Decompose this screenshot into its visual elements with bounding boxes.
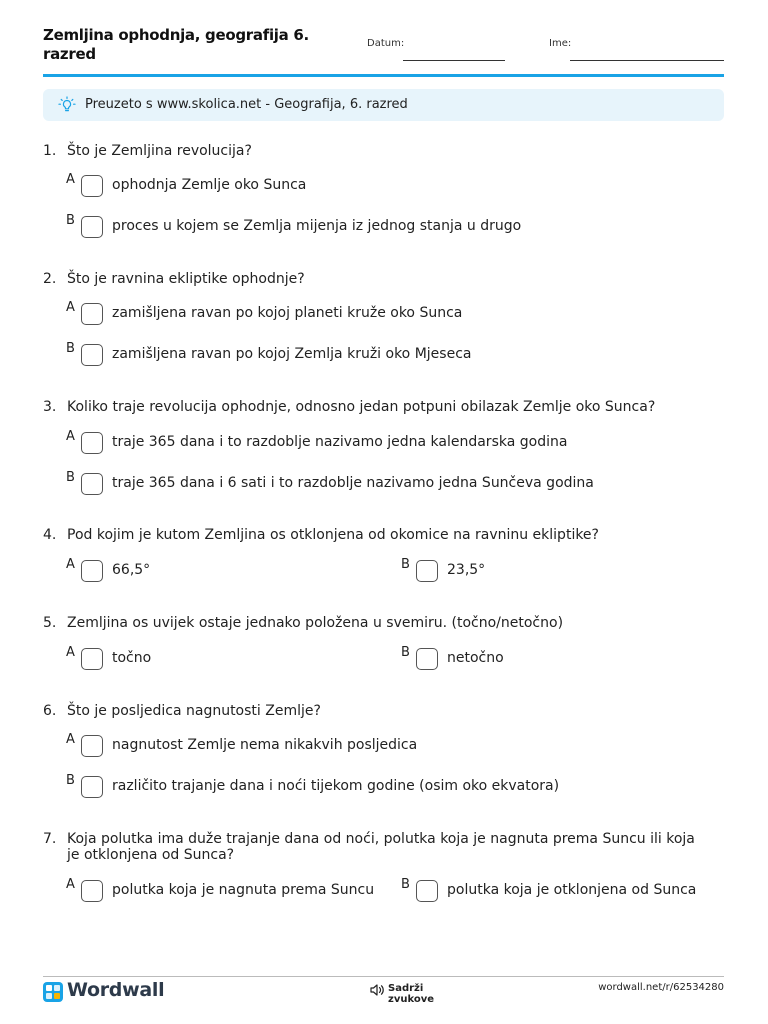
option-text: zamišljena ravan po kojoj Zemlja kruži oko Mjeseca <box>112 346 472 362</box>
sound-text: Sadrži zvukove <box>388 983 435 1005</box>
question-number: 5. <box>43 615 57 631</box>
answer-checkbox[interactable] <box>81 776 103 798</box>
source-note: Preuzeto s www.skolica.net - Geografija, 6. razred <box>85 97 408 112</box>
question-text: Što je posljedica nagnutosti Zemlje? <box>67 703 321 719</box>
answer-checkbox[interactable] <box>81 560 103 582</box>
option-text: nagnutost Zemlje nema nikakvih posljedica <box>112 737 418 753</box>
wordwall-logo-icon <box>43 982 63 1002</box>
question-number: 1. <box>43 143 57 159</box>
answer-checkbox[interactable] <box>81 216 103 238</box>
answer-checkbox[interactable] <box>416 648 438 670</box>
option-letter: B <box>401 645 410 660</box>
option-letter: A <box>66 300 75 315</box>
option-letter: B <box>401 877 410 892</box>
question-number: 6. <box>43 703 57 719</box>
speaker-icon <box>369 982 385 998</box>
footer-divider <box>43 976 724 977</box>
question-number: 3. <box>43 399 57 415</box>
brand-name: Wordwall <box>67 979 165 1001</box>
option-text: netočno <box>447 650 504 666</box>
question-text: Koja polutka ima duže trajanje dana od noći, polutka koja je nagnuta prema Suncu ili koja je otklonjena od Sunca? <box>67 831 695 863</box>
option-text: polutka koja je otklonjena od Sunca <box>447 882 697 898</box>
lightbulb-icon <box>58 96 76 114</box>
name-label: Ime: <box>549 38 572 49</box>
question-text: Zemljina os uvijek ostaje jednako položena u svemiru. (točno/netočno) <box>67 615 564 631</box>
option-text: različito trajanje dana i noći tijekom godine (osim oko ekvatora) <box>112 778 560 794</box>
answer-checkbox[interactable] <box>81 473 103 495</box>
answer-checkbox[interactable] <box>81 880 103 902</box>
worksheet-header <box>43 26 725 72</box>
option-letter: B <box>66 341 75 356</box>
option-text: polutka koja je nagnuta prema Suncu <box>112 882 375 898</box>
question-text: Koliko traje revolucija ophodnje, odnosno jedan potpuni obilazak Zemlje oko Sunca? <box>67 399 656 415</box>
option-letter: B <box>66 470 75 485</box>
answer-checkbox[interactable] <box>81 648 103 670</box>
option-letter: A <box>66 645 75 660</box>
option-text: traje 365 dana i 6 sati i to razdoblje nazivamo jedna Sunčeva godina <box>112 475 594 491</box>
option-letter: A <box>66 557 75 572</box>
question-number: 7. <box>43 831 57 847</box>
question-text: Pod kojim je kutom Zemljina os otklonjena od okomice na ravninu ekliptike? <box>67 527 599 543</box>
answer-checkbox[interactable] <box>81 175 103 197</box>
question-text: Što je Zemljina revolucija? <box>67 143 252 159</box>
option-text: 66,5° <box>112 562 151 578</box>
answer-checkbox[interactable] <box>416 880 438 902</box>
date-field[interactable] <box>403 60 505 61</box>
option-letter: A <box>66 429 75 444</box>
name-field[interactable] <box>570 60 724 61</box>
page-title: Zemljina ophodnja, geografija 6. razred <box>43 26 309 63</box>
question-number: 4. <box>43 527 57 543</box>
answer-checkbox[interactable] <box>81 735 103 757</box>
option-letter: B <box>66 213 75 228</box>
info-banner <box>43 89 724 121</box>
option-letter: A <box>66 877 75 892</box>
header-divider <box>43 74 724 77</box>
option-letter: A <box>66 732 75 747</box>
answer-checkbox[interactable] <box>81 344 103 366</box>
answer-checkbox[interactable] <box>81 303 103 325</box>
date-label: Datum: <box>367 38 405 49</box>
option-text: 23,5° <box>447 562 486 578</box>
question-text: Što je ravnina ekliptike ophodnje? <box>67 271 305 287</box>
option-letter: B <box>66 773 75 788</box>
option-text: ophodnja Zemlje oko Sunca <box>112 177 307 193</box>
answer-checkbox[interactable] <box>416 560 438 582</box>
option-letter: A <box>66 172 75 187</box>
question-number: 2. <box>43 271 57 287</box>
option-text: zamišljena ravan po kojoj planeti kruže oko Sunca <box>112 305 463 321</box>
answer-checkbox[interactable] <box>81 432 103 454</box>
option-text: točno <box>112 650 152 666</box>
activity-url[interactable]: wordwall.net/r/62534280 <box>598 982 724 993</box>
option-text: traje 365 dana i to razdoblje nazivamo jedna kalendarska godina <box>112 434 568 450</box>
option-text: proces u kojem se Zemlja mijenja iz jednog stanja u drugo <box>112 218 522 234</box>
option-letter: B <box>401 557 410 572</box>
